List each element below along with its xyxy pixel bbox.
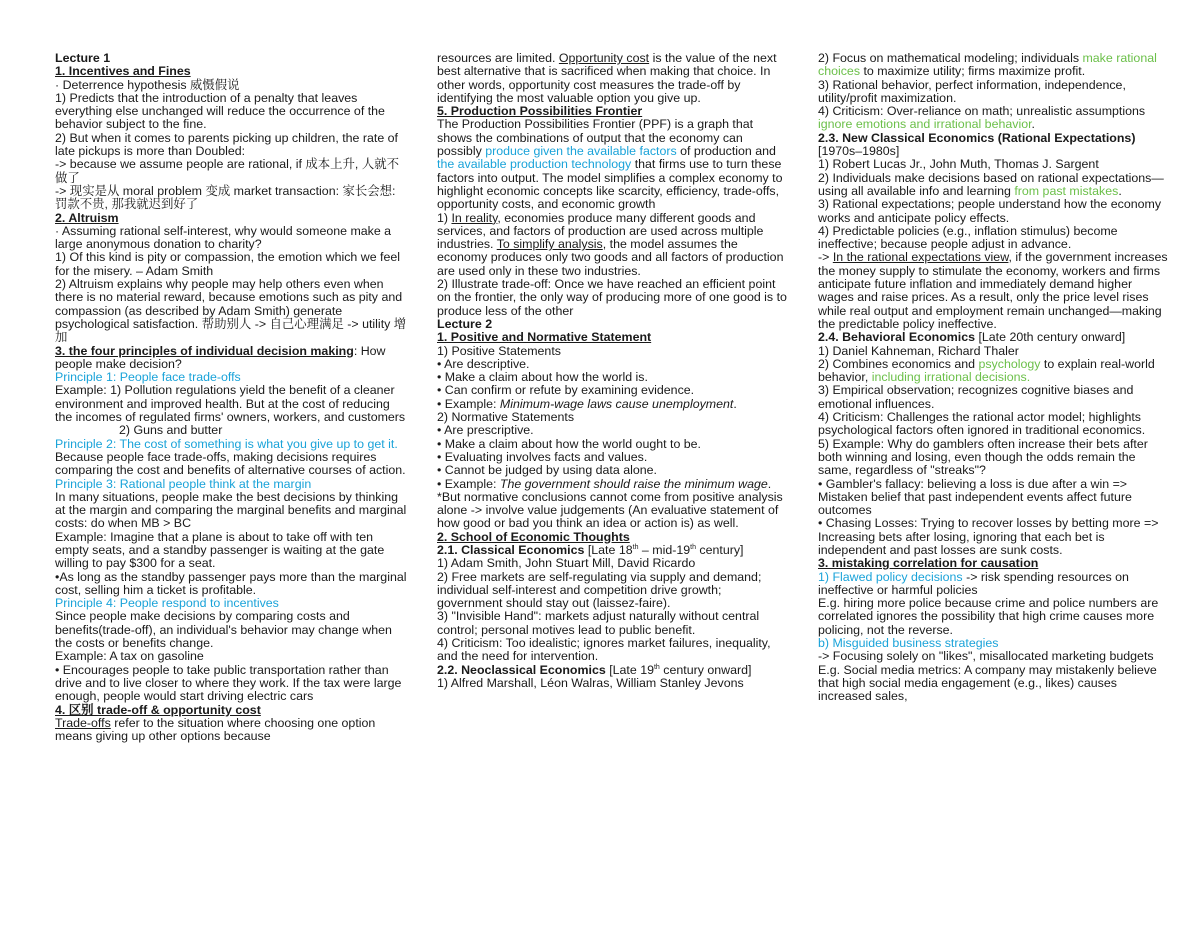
text-line: 1) Of this kind is pity or compassion, the emotion which we feel for the misery. – Adam Smith xyxy=(55,250,401,278)
text-span: 4) Criticism: Over-reliance on math; unrealistic assumptions xyxy=(818,104,1146,119)
text-span: century onward] xyxy=(659,662,752,677)
superscript: th xyxy=(632,543,639,551)
text-span: 2) Individuals make decisions based on rational expectations—using all available info and learning xyxy=(818,170,1164,198)
text-line xyxy=(818,52,1170,79)
highlight: make rational choices xyxy=(818,51,1157,79)
subheading: 2.4. Behavioral Economics xyxy=(818,330,976,345)
subheading: 2.3. New Classical Economics (Rational Expectations) xyxy=(818,130,1136,145)
text-line: •As long as the standby passenger pays more than the marginal cost, selling him a ticket is profitable. xyxy=(55,569,407,597)
text-line: 3) "Invisible Hand": markets adjust naturally without central control; personal motives lead to public benefit. xyxy=(437,609,760,637)
text-line: In many situations, people make the best decisions by thinking at the margin and comparing the marginal benefits and marginal costs: do when MB > BC xyxy=(55,489,407,531)
text-line: 1) Adam Smith, John Stuart Mill, David Ricardo xyxy=(437,556,696,571)
text-line: 1) Predicts that the introduction of a penalty that leaves everything else unchanged will reduce the occurrence of the behavior subject to the fine. xyxy=(55,90,385,132)
text-line xyxy=(437,478,789,491)
highlight: including irrational decisions. xyxy=(871,370,1031,385)
positive-normative-heading: 1. Positive and Normative Statement xyxy=(437,330,652,345)
text-span: [Late 20th century onward] xyxy=(975,330,1126,345)
text-line: 2) Free markets are self-regulating via supply and demand; individual self-interest and competition drive growth; government should stay out (laissez-faire). xyxy=(437,569,762,611)
text-line: -> Focusing solely on "likes", misallocated marketing budgets xyxy=(818,649,1154,664)
principle-4: Principle 4: People respond to incentives xyxy=(55,596,279,611)
text-line: • Encourages people to take public transportation rather than drive and to live closer to where they work. If the tax were large enough, people would start driving electric cars xyxy=(55,662,402,704)
highlight: the available production technology xyxy=(437,157,632,172)
text-line: -> 现实是从 moral problem 变成 market transaction: 家长会想: 罚款不贵, 那我就迟到好了 xyxy=(55,183,396,212)
correlation-heading: 3. mistaking correlation for causation xyxy=(818,556,1039,571)
text-line: • Make a claim about how the world ought to be. xyxy=(437,436,702,451)
text-span: • Example: xyxy=(437,396,500,411)
text-line xyxy=(818,132,1170,159)
incentives-heading: 1. Incentives and Fines xyxy=(55,64,191,79)
text-line xyxy=(437,212,789,278)
principles-heading-tail: : How people make decision? xyxy=(55,343,386,371)
text-span: -> xyxy=(818,250,833,265)
text-span: -> risk spending resources on ineffective or harmful policies xyxy=(818,569,1129,597)
text-line xyxy=(818,251,1170,331)
italic-text: Minimum-wage laws cause unemployment xyxy=(499,396,734,411)
text-line: 3) Rational expectations; people understand how the economy works and anticipate policy effects. xyxy=(818,197,1162,225)
text-line xyxy=(437,664,789,677)
text-line: b) Misguided business strategies xyxy=(818,636,999,651)
superscript: th xyxy=(690,543,696,551)
text-line: 1) Daniel Kahneman, Richard Thaler xyxy=(818,343,1019,358)
subheading: 2.2. Neoclassical Economics xyxy=(437,662,606,677)
highlight: produce given the available factors xyxy=(485,144,677,159)
column-1 xyxy=(55,52,407,743)
text-span: refer to the situation where choosing one option means giving up other options because xyxy=(55,715,376,744)
text-line: 3) Empirical observation; recognizes cognitive biases and emotional influences. xyxy=(818,383,1134,411)
altruism-heading: 2. Altruism xyxy=(55,210,119,225)
text-line: • Chasing Losses: Trying to recover losses by betting more => Increasing bets after losing, ignoring that each bet is independent and past losses are sunk costs. xyxy=(818,516,1159,557)
text-line xyxy=(818,105,1170,132)
text-span: is the value of the next best alternative that is sacrificed when making that choice. In other words, opportunity cost measures the trade-off by identifying the most valuable option you give up. xyxy=(437,51,777,105)
text-line: · Assuming rational self-interest, why would someone make a large anonymous donation to charity? xyxy=(55,223,392,252)
text-span: . xyxy=(733,396,737,411)
highlight: from past mistakes xyxy=(1014,183,1119,198)
text-line: • Cannot be judged by using data alone. xyxy=(437,463,657,478)
text-line: E.g. Social media metrics: A company may mistakenly believe that high social media engagement (e.g., likes) causes increased sales, xyxy=(818,662,1157,704)
text-line: Because people face trade-offs, making decisions requires comparing the cost and benefits of alternative courses of action. xyxy=(55,449,406,478)
text-line xyxy=(437,398,789,411)
text-span: [Late 18 xyxy=(584,542,633,557)
text-line: Since people make decisions by comparing costs and benefits(trade-off), an individual's behavior may change when the costs or benefits change. xyxy=(55,609,392,651)
lecture-2-heading: Lecture 2 xyxy=(437,316,493,331)
text-line: 2) Normative Statements xyxy=(437,410,575,425)
term: Opportunity cost xyxy=(558,51,650,65)
text-line: 2) Guns and butter xyxy=(119,423,223,438)
column-2 xyxy=(437,52,789,690)
text-line: E.g. hiring more police because crime and police numbers are correlated ignores the possibility that high crime causes more policing, not the reverse. xyxy=(818,596,1159,637)
text-line: 1) Positive Statements xyxy=(437,343,561,358)
term: In reality xyxy=(451,210,498,225)
text-span: 2) Combines economics and xyxy=(818,356,979,371)
text-line: 3) Rational behavior, perfect information, independence, utility/profit maximization. xyxy=(818,77,1126,105)
term: Trade-offs xyxy=(55,715,111,730)
text-line xyxy=(55,717,407,744)
text-line: Example: Imagine that a plane is about to take off with ten empty seats, and a standby passenger is waiting at the gate willing to pay $300 for a seat. xyxy=(55,529,385,571)
schools-heading: 2. School of Economic Thoughts xyxy=(437,529,630,544)
text-span: – mid-19 xyxy=(638,542,691,557)
text-span: • Example: xyxy=(437,476,500,491)
text-line xyxy=(437,52,789,105)
text-span: [1970s–1980s] xyxy=(818,144,900,159)
text-line xyxy=(437,118,789,211)
principles-heading: 3. the four principles of individual decision making xyxy=(55,343,354,358)
text-line: -> because we assume people are rational, if 成本上升, 人就不做了 xyxy=(55,157,399,185)
text-span: to explain real-world behavior, xyxy=(818,356,1155,385)
lecture-1-heading: Lecture 1 xyxy=(55,51,111,65)
text-line: Example: 1) Pollution regulations yield the benefit of a cleaner environment and improved health. But at the cost of reducing the incomes of regulated firms' owners, workers, and customers xyxy=(55,383,406,425)
text-line: • Gambler's fallacy: believing a loss is due after a win => Mistaken belief that past independent events affect future outcomes xyxy=(818,476,1132,518)
text-line: 5) Example: Why do gamblers often increase their bets after both winning and losing, even though the odds remain the same, regardless of "streaks"? xyxy=(818,436,1148,478)
italic-text: The government should raise the minimum wage xyxy=(499,476,768,491)
text-span: 1) xyxy=(437,210,452,225)
text-span: , if the government increases the money supply to stimulate the economy, workers and firms anticipate future inflation and immediately demand higher wages and raise prices. As a result, only the price level rises while real output and employment remain unchanged—making the predictable policy ineffective. xyxy=(818,250,1168,331)
text-line: 1) Robert Lucas Jr., John Muth, Thomas J. Sargent xyxy=(818,157,1099,172)
text-line: 1) Alfred Marshall, Léon Walras, William Stanley Jevons xyxy=(437,675,744,690)
principle-2: Principle 2: The cost of something is what you give up to get it. xyxy=(55,436,398,451)
subheading: 2.1. Classical Economics xyxy=(437,542,585,557)
text-span: , economies produce many different goods and services, and factors of production are used across multiple industries. xyxy=(437,210,764,252)
text-line: 2) Altruism explains why people may help others even when there is no material reward, because emotions such as pity and compassion (as described by Adam Smith) generate psychological satisfaction. 帮助别人 -> 自己心理满足 -> utility 增加 xyxy=(55,277,407,345)
text-line: • Are descriptive. xyxy=(437,356,530,371)
highlight: psychology xyxy=(978,356,1041,371)
text-line xyxy=(818,358,1170,385)
text-span: 2) Focus on mathematical modeling; individuals xyxy=(818,51,1083,65)
term: To simplify analysis xyxy=(496,237,603,252)
text-line: 2) But when it comes to parents picking up children, the rate of late pickups is more than Doubled: xyxy=(55,130,398,159)
text-line xyxy=(437,544,789,557)
text-span: . xyxy=(1118,183,1122,198)
text-line: · Deterrence hypothesis 威慑假说 xyxy=(55,77,240,92)
text-line: • Make a claim about how the world is. xyxy=(437,370,648,385)
text-span: , the model assumes the economy produces only two goods and all factors of production are used only in these two industries. xyxy=(437,237,784,278)
text-line: 2) Illustrate trade-off: Once we have reached an efficient point on the frontier, the only way of producing more of one good is to produce less of the other xyxy=(437,277,787,318)
text-span: to maximize utility; firms maximize profit. xyxy=(860,64,1086,79)
text-line: 4) Predictable policies (e.g., inflation stimulus) become ineffective; because people adjust in advance. xyxy=(818,223,1118,252)
column-3 xyxy=(818,52,1170,704)
text-line: 4) Criticism: Challenges the rational actor model; highlights psychological factors often ignored in traditional economics. xyxy=(818,410,1146,438)
ppf-heading: 5. Production Possibilities Frontier xyxy=(437,104,643,119)
term: In the rational expectations view xyxy=(832,250,1009,265)
superscript: th xyxy=(653,663,660,671)
text-line: • Are prescriptive. xyxy=(437,423,534,438)
text-span: resources are limited. xyxy=(437,51,559,65)
text-line: 4) Criticism: Too idealistic; ignores market failures, inequality, and the need for intervention. xyxy=(437,636,771,664)
principle-1: Principle 1: People face trade-offs xyxy=(55,370,241,385)
text-span: that firms use to turn these factors into output. The model simplifies a complex economy to highlight economic concepts like scarcity, efficiency, trade-offs, opportunity costs, and economic growth xyxy=(437,157,783,212)
text-line: • Evaluating involves facts and values. xyxy=(437,449,648,464)
text-span: century] xyxy=(695,542,744,557)
principles-paragraph xyxy=(55,345,407,372)
text-span: of production and xyxy=(676,144,776,159)
text-span: The Production Possibilities Frontier (PPF) is a graph that shows the combinations of output that the economy can possibly xyxy=(437,117,754,159)
text-span: . xyxy=(767,476,772,491)
text-line xyxy=(818,571,1170,598)
text-span: . xyxy=(1031,117,1035,132)
text-line xyxy=(818,331,1170,344)
principle-3: Principle 3: Rational people think at the margin xyxy=(55,476,312,491)
text-line: *But normative conclusions cannot come from positive analysis alone -> involve value judgements (An evaluative statement of how good or bad you think an idea or action is) as well. xyxy=(437,489,783,531)
text-span: [Late 19 xyxy=(605,662,654,677)
tradeoff-heading: 4. 区别 trade-off & opportunity cost xyxy=(55,702,261,717)
highlight: 1) Flawed policy decisions xyxy=(818,569,963,584)
highlight: ignore emotions and irrational behavior xyxy=(818,117,1032,132)
text-line xyxy=(818,172,1170,199)
text-line: Example: A tax on gasoline xyxy=(55,649,204,664)
text-line: • Can confirm or refute by examining evidence. xyxy=(437,383,695,398)
